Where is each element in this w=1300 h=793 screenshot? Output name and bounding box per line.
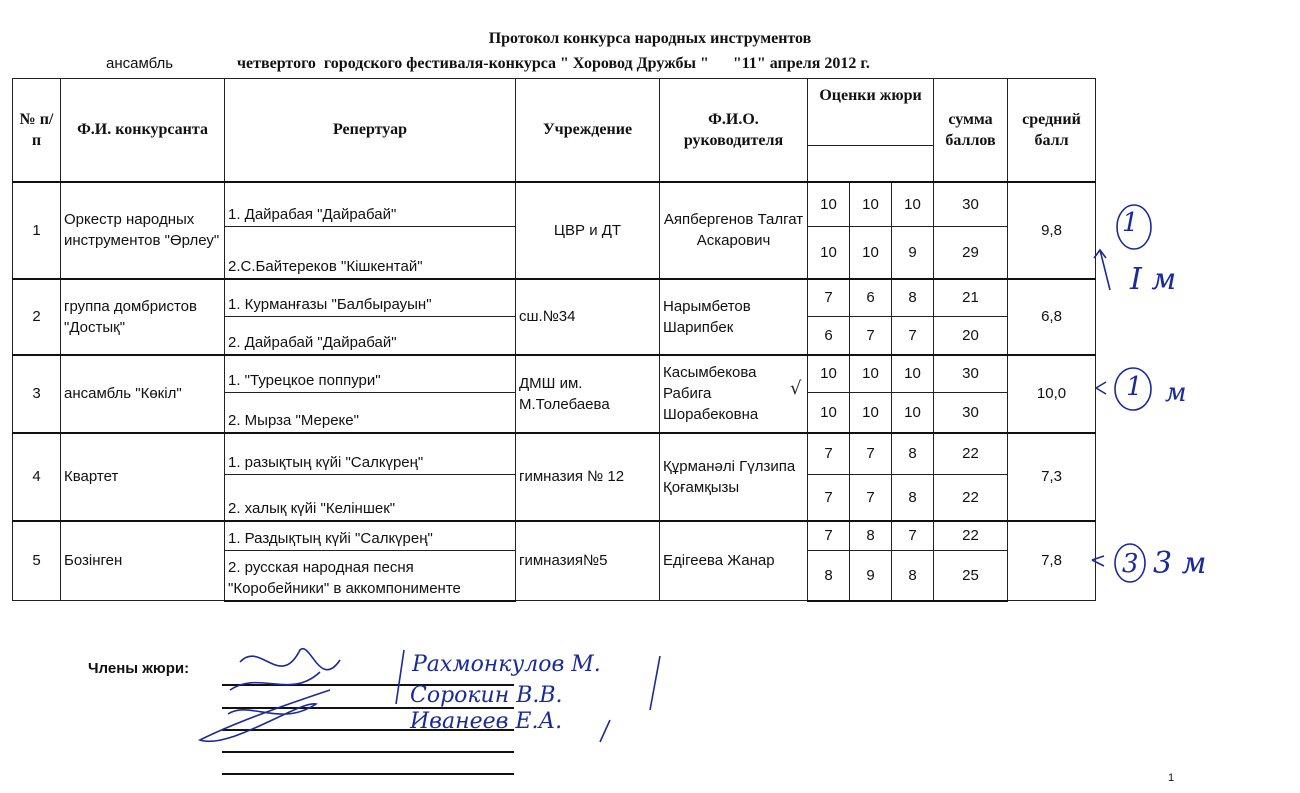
jury-score: 10 — [892, 182, 934, 227]
repertoire-piece: 2. Мырза "Мереке" — [225, 393, 516, 433]
jury-score: 10 — [850, 182, 892, 227]
col-jury-header: Оценки жюри — [808, 79, 934, 146]
repertoire-piece: 2. русская народная песня "Коробейники" в аккомпонименте — [225, 551, 516, 601]
jury-score: 7 — [808, 433, 850, 475]
place-mark: 1 — [1126, 372, 1143, 402]
row-number: 4 — [13, 433, 61, 521]
average-score: 7,8 — [1008, 521, 1096, 601]
jury-score: 7 — [808, 279, 850, 317]
jury-score: 7 — [808, 475, 850, 521]
protocol-title: Протокол конкурса народных инструментов — [488, 30, 812, 47]
jury-score: 9 — [892, 227, 934, 279]
average-score: 10,0 — [1008, 355, 1096, 433]
col-avg-header: средний балл — [1008, 79, 1096, 182]
place-circle — [1115, 368, 1151, 410]
repertoire-piece: 2.С.Байтереков "Кішкентай" — [225, 227, 516, 279]
repertoire-piece: 2. халық күйі "Келіншек" — [225, 475, 516, 521]
arrow-icon — [1096, 382, 1106, 394]
score-sum: 30 — [934, 355, 1008, 393]
contestant-name: группа домбристов "Достық" — [61, 279, 225, 355]
col-repertoire-header: Репертуар — [225, 79, 516, 182]
festival-subtitle: четвертого городского фестиваля-конкурса " Хоровод Дружбы " "11" апреля 2012 г. — [237, 55, 870, 72]
col-num-header: № п/п — [13, 79, 61, 182]
jury-score: 10 — [808, 355, 850, 393]
arrow-icon — [1092, 556, 1104, 566]
jury-score: 7 — [892, 317, 934, 355]
repertoire-piece: 1. Курманғазы "Балбырауын" — [225, 279, 516, 317]
jury-score: 8 — [892, 433, 934, 475]
score-sum: 30 — [934, 182, 1008, 227]
score-sum: 22 — [934, 521, 1008, 551]
institution: гимназия № 12 — [516, 433, 660, 521]
score-sum: 30 — [934, 393, 1008, 433]
contestant-name: Квартет — [61, 433, 225, 521]
leader-name: Едігеева Жанар — [660, 521, 808, 601]
jury-score: 10 — [892, 393, 934, 433]
contestant-name: ансамбль "Көкіл" — [61, 355, 225, 433]
repertoire-piece: 1. Дайрабая "Дайрабай" — [225, 182, 516, 227]
score-sum: 25 — [934, 551, 1008, 601]
jury-score: 8 — [892, 279, 934, 317]
place-mark: 3 — [1122, 549, 1139, 579]
row-number: 3 — [13, 355, 61, 433]
signature-name: Рахмонкулов М. — [412, 652, 601, 677]
leader-name: Құрманәлі Гүлзипа Қоғамқызы — [660, 433, 808, 521]
repertoire-piece: 1. "Турецкое поппури" — [225, 355, 516, 393]
jury-score: 10 — [808, 182, 850, 227]
institution: ДМШ им. М.Толебаева — [516, 355, 660, 433]
jury-score: 6 — [808, 317, 850, 355]
score-sum: 21 — [934, 279, 1008, 317]
jury-score: 7 — [850, 317, 892, 355]
jury-score: 7 — [892, 521, 934, 551]
row-number: 5 — [13, 521, 61, 601]
average-score: 6,8 — [1008, 279, 1096, 355]
place-mark: I м — [1130, 262, 1177, 297]
check-mark: √ — [790, 378, 802, 399]
jury-score: 10 — [850, 393, 892, 433]
institution: ЦВР и ДТ — [516, 182, 660, 279]
leader-name: Аяпбергенов Талгат Аскарович — [660, 182, 808, 279]
signature-scribble — [200, 649, 340, 742]
leader-name: Касымбекова Рабига Шорабековна — [660, 355, 808, 433]
contestant-name: Оркестр народных инструментов "Өрлеу" — [61, 182, 225, 279]
average-score: 7,3 — [1008, 433, 1096, 521]
signature-stroke — [396, 650, 660, 742]
score-sum: 22 — [934, 475, 1008, 521]
jury-score: 7 — [850, 433, 892, 475]
jury-score: 10 — [850, 227, 892, 279]
jury-score: 7 — [808, 521, 850, 551]
leader-name: Нарымбетов Шарипбек — [660, 279, 808, 355]
place-circle — [1117, 205, 1151, 249]
signature-name: Иванеев Е.А. — [410, 709, 563, 734]
jury-score: 10 — [808, 227, 850, 279]
institution: гимназия№5 — [516, 521, 660, 601]
jury-score: 10 — [850, 355, 892, 393]
jury-score: 8 — [850, 521, 892, 551]
signature-name: Сорокин В.В. — [410, 683, 563, 708]
place-mark: 3 м — [1153, 546, 1207, 581]
category-label: ансамбль — [106, 55, 174, 72]
contestant-name: Бозінген — [61, 521, 225, 601]
place-mark: 1 — [1122, 208, 1139, 238]
jury-score: 10 — [892, 355, 934, 393]
row-number: 1 — [13, 182, 61, 279]
jury-score: 8 — [808, 551, 850, 601]
place-mark: м — [1165, 378, 1187, 408]
col-institution-header: Учреждение — [516, 79, 660, 182]
col-leader-header: Ф.И.О. руководителя — [660, 79, 808, 182]
jury-score: 8 — [892, 475, 934, 521]
jury-score: 8 — [892, 551, 934, 601]
page-number: 1 — [1168, 772, 1175, 784]
average-score: 9,8 — [1008, 182, 1096, 279]
jury-score: 6 — [850, 279, 892, 317]
repertoire-piece: 2. Дайрабай "Дайрабай" — [225, 317, 516, 355]
repertoire-piece: 1. Раздықтың күйі "Салкүрең" — [225, 521, 516, 551]
jury-score: 7 — [850, 475, 892, 521]
score-sum: 20 — [934, 317, 1008, 355]
repertoire-piece: 1. разықтың күйі "Салкүрең" — [225, 433, 516, 475]
jury-score: 9 — [850, 551, 892, 601]
arrow-icon — [1094, 250, 1110, 290]
institution: сш.№34 — [516, 279, 660, 355]
jury-score: 10 — [808, 393, 850, 433]
score-sum: 22 — [934, 433, 1008, 475]
score-sum: 29 — [934, 227, 1008, 279]
place-circle — [1115, 544, 1145, 582]
col-name-header: Ф.И. конкурсанта — [61, 79, 225, 182]
col-sum-header: сумма баллов — [934, 79, 1008, 182]
row-number: 2 — [13, 279, 61, 355]
jury-members-label: Члены жюри: — [88, 660, 190, 677]
